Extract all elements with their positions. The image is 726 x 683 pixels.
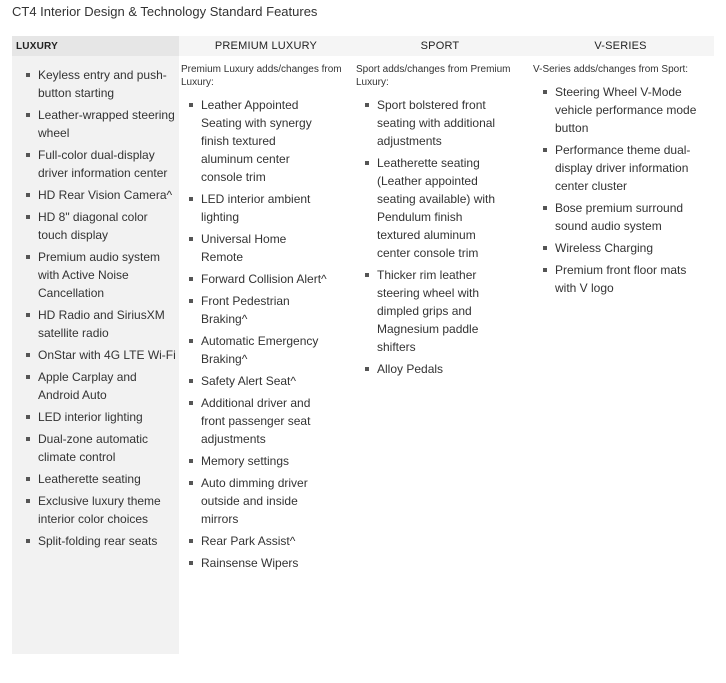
column-header-luxury: LUXURY xyxy=(12,36,179,56)
column-intro-premium-luxury: Premium Luxury adds/changes from Luxury: xyxy=(181,64,342,88)
feature-item: Steering Wheel V-Mode vehicle performance mode button xyxy=(555,83,703,137)
feature-item: Alloy Pedals xyxy=(377,360,505,378)
feature-item: Leather-wrapped steering wheel xyxy=(38,106,179,142)
feature-item: Premium audio system with Active Noise Cancellation xyxy=(38,248,179,302)
feature-item: Leather Appointed Seating with synergy finish textured aluminum center console trim xyxy=(201,96,331,186)
feature-item: LED interior ambient lighting xyxy=(201,190,331,226)
feature-item: Universal Home Remote xyxy=(201,230,331,266)
feature-item: Thicker rim leather steering wheel with dimpled grips and Magnesium paddle shifters xyxy=(377,266,505,356)
feature-item: Full-color dual-display driver information center xyxy=(38,146,179,182)
column-intro-v-series: V-Series adds/changes from Sport: xyxy=(533,64,689,75)
column-header-v-series: V-SERIES xyxy=(527,36,714,56)
feature-item: Premium front floor mats with V logo xyxy=(555,261,703,297)
page-title: CT4 Interior Design & Technology Standard Features xyxy=(12,4,318,19)
feature-item: Automatic Emergency Braking^ xyxy=(201,332,331,368)
feature-item: Auto dimming driver outside and inside mirrors xyxy=(201,474,331,528)
column-v-series xyxy=(527,36,714,654)
feature-item: Rainsense Wipers xyxy=(201,554,331,572)
feature-item: Safety Alert Seat^ xyxy=(201,372,331,390)
feature-list-luxury xyxy=(12,56,179,550)
feature-item: HD 8" diagonal color touch display xyxy=(38,208,179,244)
feature-list-v-series xyxy=(527,76,703,297)
feature-item: Apple Carplay and Android Auto xyxy=(38,368,179,404)
feature-item: Rear Park Assist^ xyxy=(201,532,331,550)
feature-item: LED interior lighting xyxy=(38,408,179,426)
column-header-premium-luxury: PREMIUM LUXURY xyxy=(179,36,353,56)
feature-item: Front Pedestrian Braking^ xyxy=(201,292,331,328)
feature-item: Forward Collision Alert^ xyxy=(201,270,331,288)
feature-item: Keyless entry and push-button starting xyxy=(38,66,179,102)
column-sport xyxy=(353,36,527,654)
column-header-sport: SPORT xyxy=(353,36,527,56)
feature-item: HD Rear Vision Camera^ xyxy=(38,186,179,204)
feature-item: Exclusive luxury theme interior color choices xyxy=(38,492,179,528)
feature-item: Dual-zone automatic climate control xyxy=(38,430,179,466)
feature-item: Bose premium surround sound audio system xyxy=(555,199,703,235)
feature-list-premium-luxury xyxy=(179,89,331,572)
feature-item: Split-folding rear seats xyxy=(38,532,179,550)
feature-item: HD Radio and SiriusXM satellite radio xyxy=(38,306,179,342)
feature-item: Leatherette seating xyxy=(38,470,179,488)
feature-item: Additional driver and front passenger seat adjustments xyxy=(201,394,331,448)
feature-item: Leatherette seating (Leather appointed seating available) with Pendulum finish textured aluminum center console trim xyxy=(377,154,505,262)
column-intro-sport: Sport adds/changes from Premium Luxury: xyxy=(356,64,511,88)
features-table xyxy=(12,36,714,654)
feature-item: Memory settings xyxy=(201,452,331,470)
column-luxury xyxy=(12,36,179,654)
feature-item: OnStar with 4G LTE Wi-Fi xyxy=(38,346,179,364)
feature-item: Sport bolstered front seating with additional adjustments xyxy=(377,96,505,150)
feature-item: Performance theme dual-display driver information center cluster xyxy=(555,141,703,195)
feature-list-sport xyxy=(353,89,505,378)
column-premium-luxury xyxy=(179,36,353,654)
feature-item: Wireless Charging xyxy=(555,239,703,257)
